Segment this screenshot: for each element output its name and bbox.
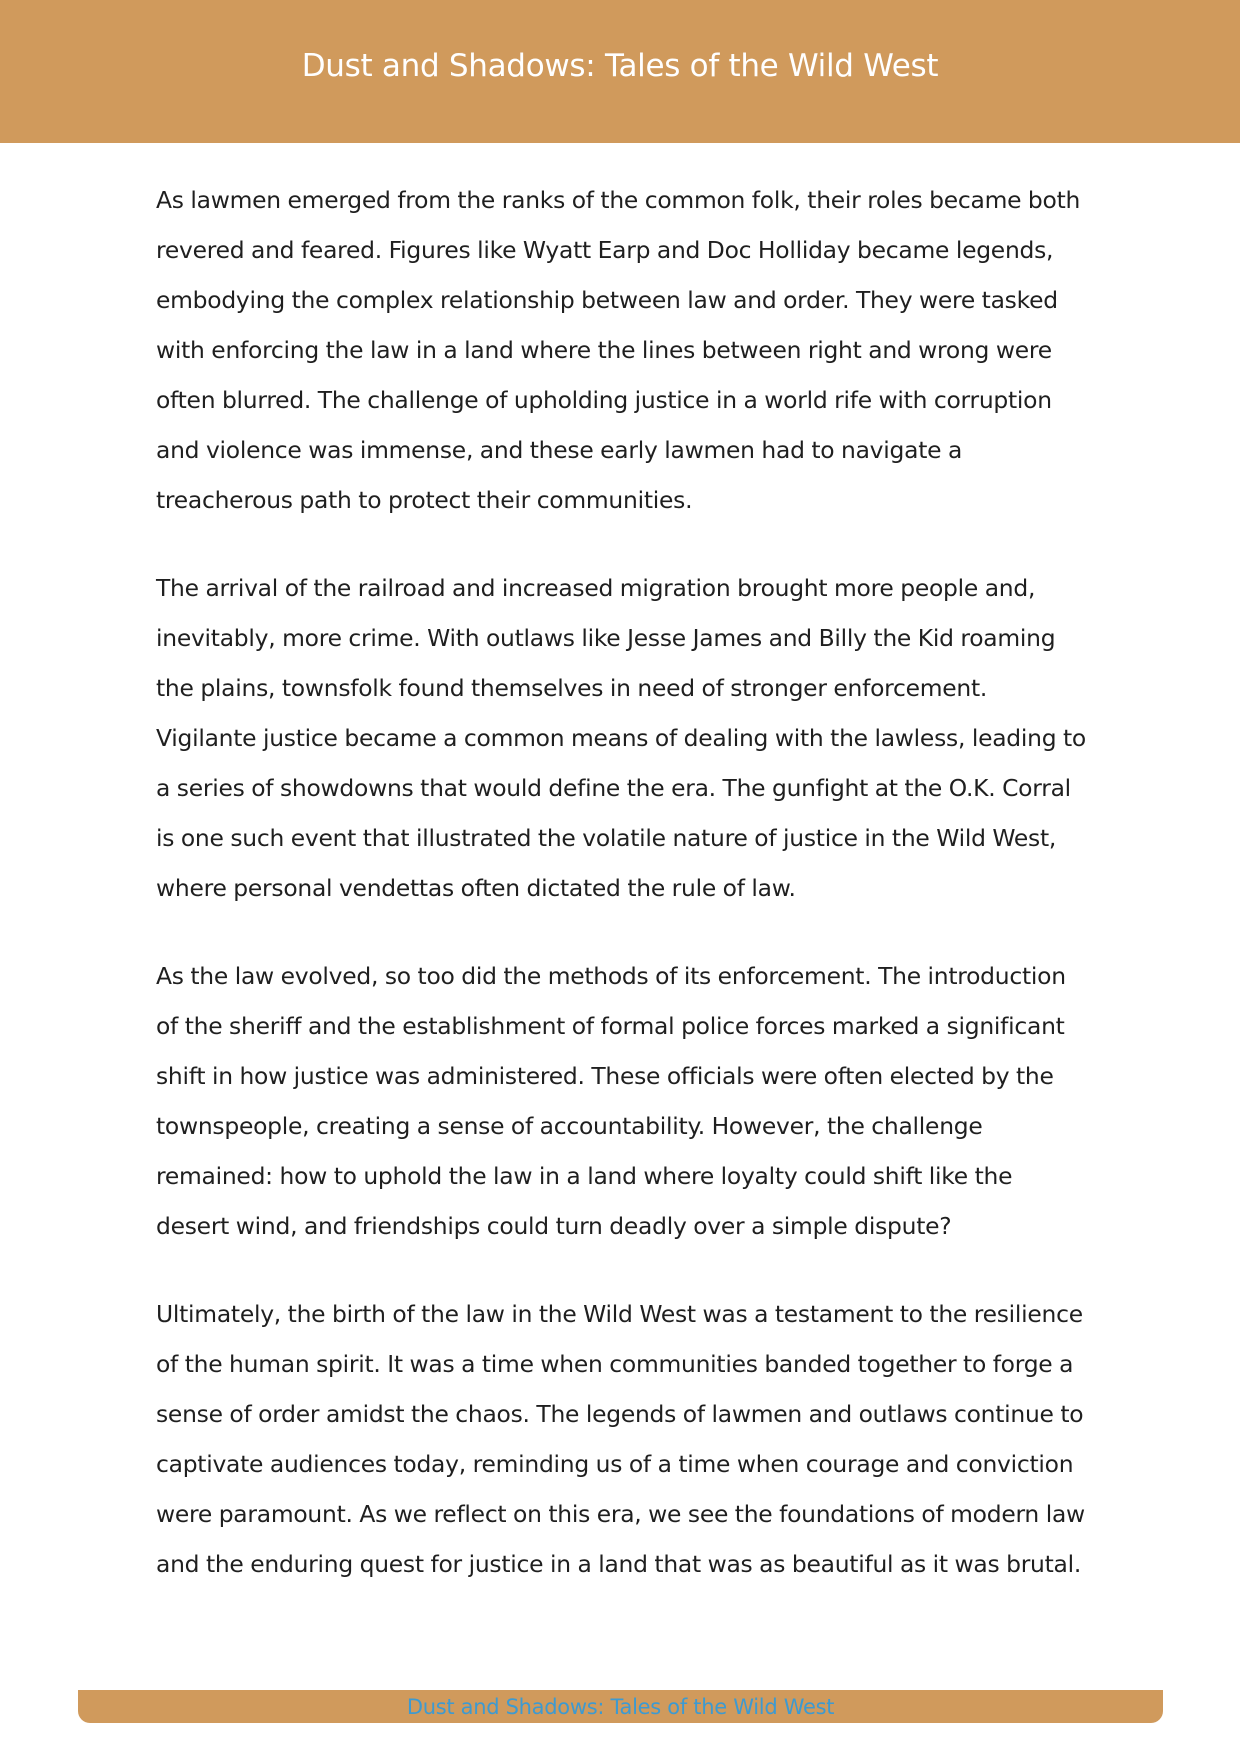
footer-title: Dust and Shadows: Tales of the Wild West xyxy=(406,1694,835,1719)
page-header xyxy=(0,0,1240,143)
paragraph: Ultimately, the birth of the law in the Wild West was a testament to the resilience of the human spirit. It was a time when communities banded together to forge a sense of order amidst the chaos. The legends of lawmen and outlaws continue to captivate audiences today, reminding us of a time when courage and conviction were paramount. As we reflect on this era, we see the foundations of modern law and the enduring quest for justice in a land that was as beautiful as it was brutal. xyxy=(156,1300,1085,1578)
paragraph: As the law evolved, so too did the methods of its enforcement. The introduction of the sheriff and the establishment of formal police forces marked a significant shift in how justice was administered. These officials were often elected by the townspeople, creating a sense of accountability. However, the challenge remained: how to uphold the law in a land where loyalty could shift like the desert wind, and friendships could turn deadly over a simple dispute? xyxy=(156,962,1066,1240)
article-body xyxy=(156,175,1086,1627)
paragraph: The arrival of the railroad and increased migration brought more people and, inevitably, more crime. With outlaws like Jesse James and Billy the Kid roaming the plains, townsfolk found themselves in need of stronger enforcement. Vigilante justice became a common means of dealing with the lawless, leading to a series of showdowns that would define the era. The gunfight at the O.K. Corral is one such event that illustrated the volatile nature of justice in the Wild West, where personal vendettas often dictated the rule of law. xyxy=(156,574,1086,902)
paragraph: As lawmen emerged from the ranks of the common folk, their roles became both revered and feared. Figures like Wyatt Earp and Doc Holliday became legends, embodying the complex relationship between law and order. They were tasked with enforcing the law in a land where the lines between right and wrong were often blurred. The challenge of upholding justice in a world rife with corruption and violence was immense, and these early lawmen had to navigate a treacherous path to protect their communities. xyxy=(156,186,1081,514)
page-title: Dust and Shadows: Tales of the Wild West xyxy=(301,47,939,84)
page-footer xyxy=(78,1690,1163,1723)
